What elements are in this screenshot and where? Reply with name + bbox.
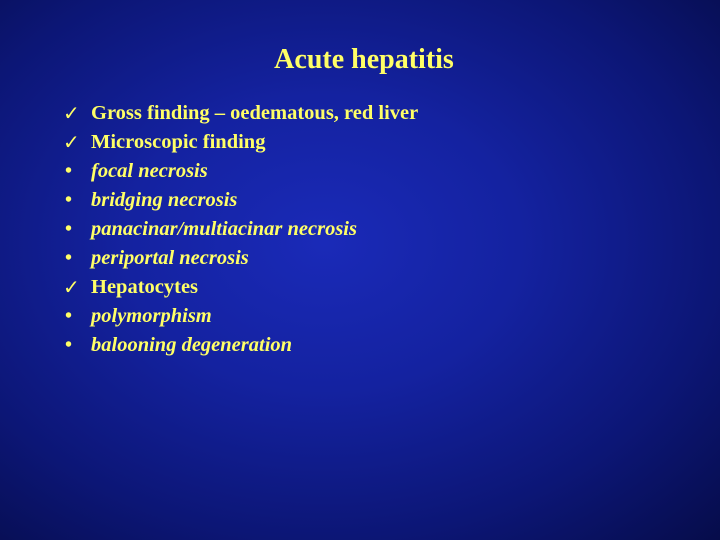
bullet-icon: • bbox=[65, 334, 73, 356]
list-item bbox=[63, 99, 418, 128]
list-item bbox=[63, 157, 418, 186]
list-item-text: bridging necrosis bbox=[91, 189, 238, 211]
list-item-text: polymorphism bbox=[91, 305, 212, 327]
list-item-text: periportal necrosis bbox=[91, 247, 249, 269]
list-item bbox=[63, 302, 418, 331]
list-item-text: Hepatocytes bbox=[91, 276, 199, 298]
slide-title: Acute hepatitis bbox=[274, 44, 454, 75]
list-item bbox=[63, 244, 418, 273]
list-item bbox=[63, 128, 418, 157]
bullet-icon: • bbox=[65, 247, 73, 269]
list-item bbox=[63, 331, 418, 360]
list-item-text: balooning degeneration bbox=[91, 334, 293, 356]
checkmark-icon: ✓ bbox=[63, 130, 80, 154]
list-item-text: panacinar/multiacinar necrosis bbox=[91, 218, 357, 240]
bullet-icon: • bbox=[65, 218, 73, 240]
list-item bbox=[63, 186, 418, 215]
bullet-icon: • bbox=[65, 305, 73, 327]
bullet-list bbox=[63, 99, 418, 360]
list-item bbox=[63, 215, 418, 244]
list-item bbox=[63, 273, 418, 302]
list-item-text: Microscopic finding bbox=[91, 131, 266, 153]
list-item-text: focal necrosis bbox=[91, 160, 208, 182]
bullet-icon: • bbox=[65, 189, 73, 211]
checkmark-icon: ✓ bbox=[63, 275, 80, 299]
list-item-text: Gross finding – oedematous, red liver bbox=[91, 102, 419, 124]
checkmark-icon: ✓ bbox=[63, 101, 80, 125]
bullet-icon: • bbox=[65, 160, 73, 182]
